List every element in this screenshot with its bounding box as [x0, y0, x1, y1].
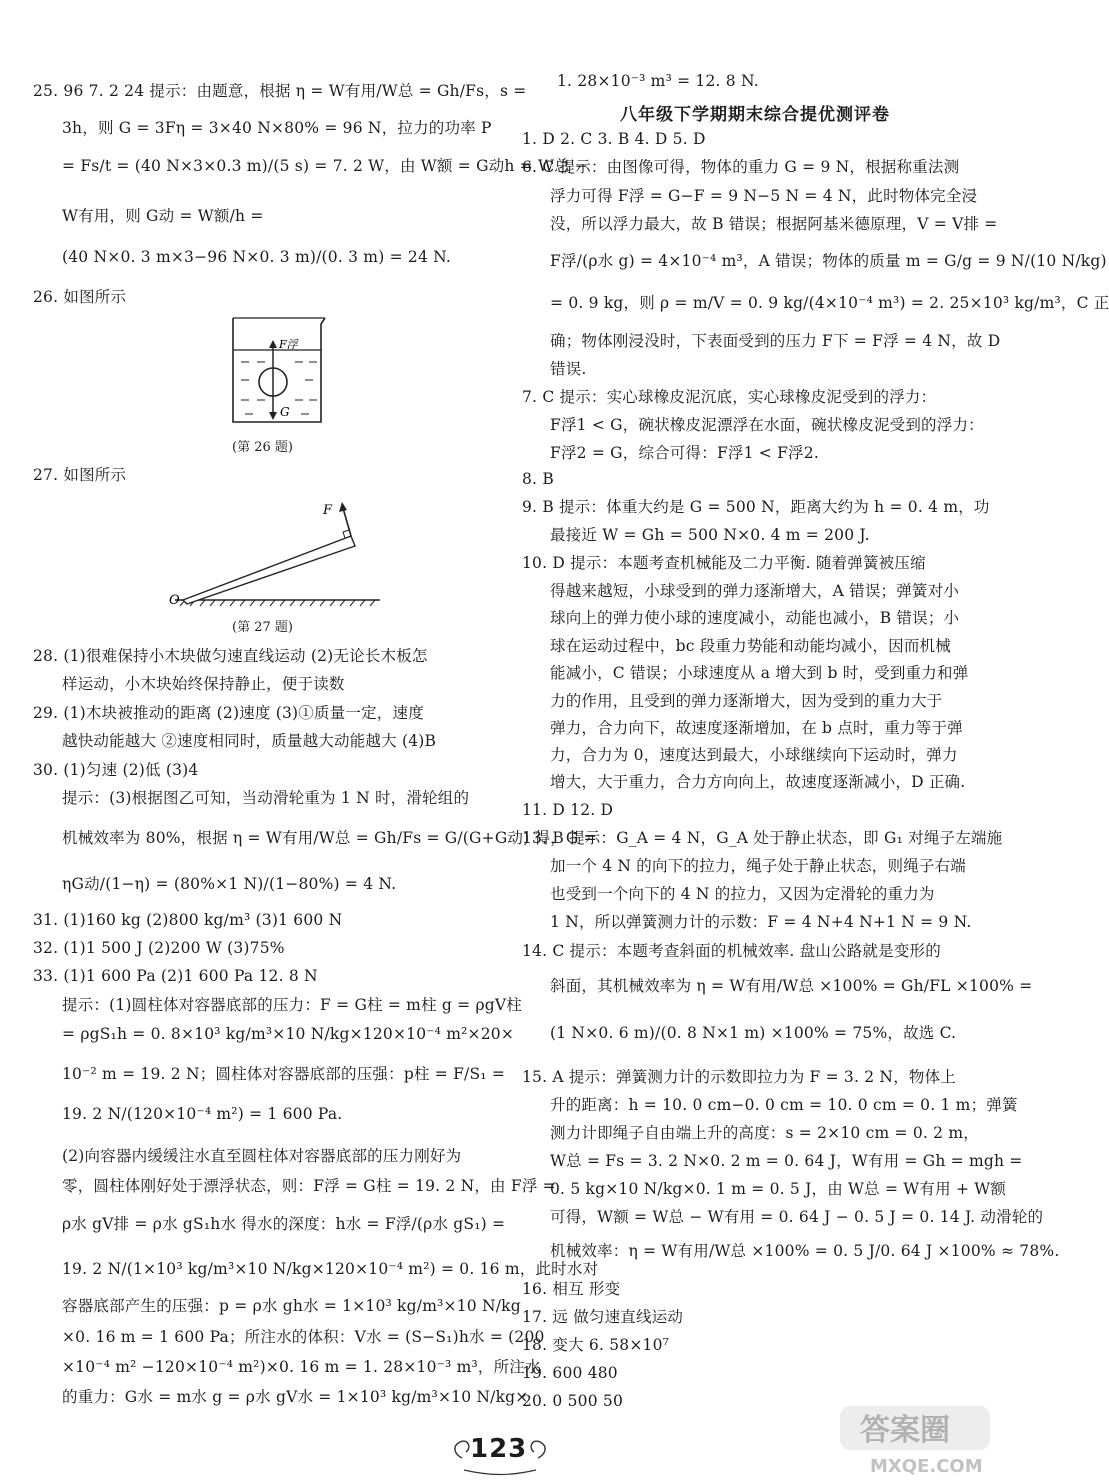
- answer-line: 的重力：G水 = m水 g = ρ水 gV水 = 1×10³ kg/m³×10 N/kg×: [62, 1388, 529, 1406]
- force-label: F: [323, 503, 333, 518]
- answer-line: 31. (1)160 kg (2)800 kg/m³ (3)1 600 N: [33, 911, 343, 929]
- beaker-figure: [225, 310, 335, 430]
- buoyancy-label: F浮: [279, 338, 298, 351]
- answer-line: 零，圆柱体刚好处于漂浮状态，则：F浮 = G柱 = 19. 2 N，由 F浮 =: [62, 1177, 556, 1195]
- answer-line: 6. C 提示：由图像可得，物体的重力 G = 9 N，根据称重法测: [522, 158, 960, 176]
- answer-line: 机械效率：η = W有用/W总 ×100% = 0. 5 J/0. 64 J ×100% ≈ 78%.: [550, 1242, 1060, 1260]
- answer-line: ×10⁻⁴ m² −120×10⁻⁴ m²)×0. 16 m = 1. 28×10⁻³ m³，所注水: [62, 1358, 541, 1376]
- answer-line: F浮1 < G，碗状橡皮泥漂浮在水面，碗状橡皮泥受到的浮力：: [550, 416, 984, 434]
- answer-line: 弹力，合力向下，故速度逐渐增加，在 b 点时，重力等于弹: [550, 719, 963, 737]
- question-label: 26. 如图所示: [33, 288, 127, 306]
- svg-text:MXQE.COM: MXQE.COM: [870, 1456, 983, 1477]
- gravity-label: G: [280, 405, 290, 419]
- section-title: 八年级下学期期末综合提优测评卷: [620, 105, 890, 125]
- answer-line: 球在运动过程中，bc 段重力势能和动能均减小，因而机械: [550, 637, 951, 655]
- answer-line: 能减小，C 错误；小球速度从 a 增大到 b 时，受到重力和弹: [550, 664, 969, 682]
- lever-figure: [165, 492, 385, 612]
- answer-line: 测力计即绳子自由端上升的高度：s = 2×10 cm = 0. 2 m，: [550, 1124, 979, 1142]
- answer-line: 15. A 提示：弹簧测力计的示数即拉力为 F = 3. 2 N，物体上: [522, 1068, 956, 1086]
- answer-line: 力，合力为 0，速度达到最大，小球继续向下运动时，弹力: [550, 746, 958, 764]
- answer-line: 1. 28×10⁻³ m³ = 12. 8 N.: [557, 72, 759, 90]
- answer-line: 增大，大于重力，合力方向向上，故速度逐渐减小，D 正确.: [550, 773, 966, 791]
- answer-line: 可得，W额 = W总 − W有用 = 0. 64 J − 0. 5 J = 0. 14 J. 动滑轮的: [550, 1208, 1044, 1226]
- answer-line: 最接近 W = Gh = 500 N×0. 4 m = 200 J.: [550, 526, 870, 544]
- answer-line: 提示：(3)根据图乙可知，当动滑轮重为 1 N 时，滑轮组的: [62, 789, 470, 807]
- answer-line: 9. B 提示：体重大约是 G = 500 N，距离大约为 h = 0. 4 m，功: [522, 498, 990, 516]
- answer-line: 16. 相互 形变: [522, 1280, 621, 1298]
- answer-line: (40 N×0. 3 m×3−96 N×0. 3 m)/(0. 3 m) = 24 N.: [62, 248, 452, 266]
- answer-line: 容器底部产生的压强：p = ρ水 gh水 = 1×10³ kg/m³×10 N/kg: [62, 1297, 521, 1315]
- answer-line: 28. (1)很难保持小木块做匀速直线运动 (2)无论长木板怎: [33, 647, 428, 665]
- answer-line: = ρgS₁h = 0. 8×10³ kg/m³×10 N/kg×120×10⁻⁴ m²×20×: [62, 1025, 515, 1043]
- answer-line: 25. 96 7. 2 24 提示：由题意，根据 η = W有用/W总 = Gh/Fs，s =: [33, 82, 527, 100]
- answer-line: 10. D 提示：本题考查机械能及二力平衡. 随着弹簧被压缩: [522, 554, 926, 572]
- answer-line: 没，所以浮力最大，故 B 错误；根据阿基米德原理，V = V排 =: [550, 215, 998, 233]
- answer-line: 确；物体刚浸没时，下表面受到的压力 F下 = F浮 = 4 N，故 D: [550, 332, 1001, 350]
- answer-line: 也受到一个向下的 4 N 的拉力，又因为定滑轮的重力为: [550, 885, 935, 903]
- answer-line: (2)向容器内缓缓注水直至圆柱体对容器底部的压力刚好为: [62, 1147, 462, 1165]
- answer-line: 17. 远 做匀速直线运动: [522, 1308, 684, 1326]
- answer-line: = 0. 9 kg，则 ρ = m/V = 0. 9 kg/(4×10⁻⁴ m³) = 2. 25×10³ kg/m³，C 正: [550, 294, 1109, 312]
- answer-line: 7. C 提示：实心球橡皮泥沉底，实心球橡皮泥受到的浮力：: [522, 388, 937, 406]
- answer-line: 19. 2 N/(1×10³ kg/m³×10 N/kg×120×10⁻⁴ m²) = 0. 16 m，此时水对: [62, 1260, 599, 1278]
- answer-line: 提示：(1)圆柱体对容器底部的压力：F = G柱 = m柱 g = ρgV柱: [62, 996, 522, 1014]
- answer-line: 0. 5 kg×10 N/kg×0. 1 m = 0. 5 J，由 W总 = W有用 + W额: [550, 1180, 1007, 1198]
- answer-line: 14. C 提示：本题考查斜面的机械效率. 盘山公路就是变形的: [522, 942, 941, 960]
- answer-line: 加一个 4 N 的向下的拉力，绳子处于静止状态，则绳子右端: [550, 857, 967, 875]
- answer-line: 29. (1)木块被推动的距离 (2)速度 (3)①质量一定，速度: [33, 704, 424, 722]
- answer-line: 8. B: [522, 470, 554, 488]
- pivot-label: O: [169, 593, 180, 608]
- answer-line: F浮/(ρ水 g) = 4×10⁻⁴ m³，A 错误；物体的质量 m = G/g = 9 N/(10 N/kg): [550, 252, 1107, 270]
- answer-line: 力的作用，且受到的弹力逐渐增大，因为受到的重力大于: [550, 692, 943, 710]
- watermark-logo-icon: [800, 1400, 1000, 1480]
- answer-line: 33. (1)1 600 Pa (2)1 600 Pa 12. 8 N: [33, 967, 318, 985]
- answer-line: 30. (1)匀速 (2)低 (3)4: [33, 761, 199, 779]
- answer-line: = Fs/t = (40 N×3×0.3 m)/(5 s) = 7. 2 W，由 W额 = G动h = W总 −: [62, 157, 589, 175]
- answer-line: 机械效率为 80%，根据 η = W有用/W总 = Gh/Fs = G/(G+G动) 得，G =: [62, 829, 597, 847]
- answer-line: 球向上的弹力使小球的速度减小，动能也减小，B 错误；小: [550, 609, 960, 627]
- answer-line: 样运动，小木块始终保持静止，便于读数: [62, 675, 345, 693]
- page-number: 123: [440, 1430, 560, 1476]
- answer-line: 越快动能越大 ②速度相同时，质量越大动能越大 (4)B: [62, 732, 437, 750]
- answer-line: 19. 600 480: [522, 1364, 618, 1382]
- answer-line: 13. B 提示：G_A = 4 N，G_A 处于静止状态，即 G₁ 对绳子左端施: [522, 829, 1003, 847]
- answer-line: 1 N，所以弹簧测力计的示数：F = 4 N+4 N+1 N = 9 N.: [550, 913, 972, 931]
- answer-line: F浮2 = G，综合可得：F浮1 < F浮2.: [550, 444, 819, 462]
- answer-line: W有用，则 G动 = W额/h =: [62, 207, 264, 225]
- answer-line: 得越来越短，小球受到的弹力逐渐增大，A 错误；弹簧对小: [550, 582, 960, 600]
- answer-line: 11. D 12. D: [522, 801, 614, 819]
- answer-line: 10⁻² m = 19. 2 N；圆柱体对容器底部的压强：p柱 = F/S₁ =: [62, 1065, 505, 1083]
- answer-line: 1. D 2. C 3. B 4. D 5. D: [522, 130, 706, 148]
- answer-line: 18. 变大 6. 58×10⁷: [522, 1336, 670, 1354]
- svg-text:答案圈: 答案圈: [860, 1413, 950, 1448]
- answer-line: 19. 2 N/(120×10⁻⁴ m²) = 1 600 Pa.: [62, 1105, 343, 1123]
- figure-caption: (第 26 题): [232, 440, 293, 455]
- answer-line: 错误.: [550, 360, 587, 378]
- figure-caption: (第 27 题): [232, 620, 293, 635]
- answer-line: 浮力可得 F浮 = G−F = 9 N−5 N = 4 N，此时物体完全浸: [550, 187, 978, 205]
- answer-line: 斜面，其机械效率为 η = W有用/W总 ×100% = Gh/FL ×100% =: [550, 977, 1033, 995]
- answer-line: W总 = Fs = 3. 2 N×0. 2 m = 0. 64 J，W有用 = Gh = mgh =: [550, 1152, 1023, 1170]
- answer-line: ×0. 16 m = 1 600 Pa；所注水的体积：V水 = (S−S₁)h水 = (200: [62, 1328, 545, 1346]
- answer-line: ηG动/(1−η) = (80%×1 N)/(1−80%) = 4 N.: [62, 875, 397, 893]
- answer-line: 升的距离：h = 10. 0 cm−0. 0 cm = 10. 0 cm = 0. 1 m；弹簧: [550, 1096, 1018, 1114]
- answer-line: (1 N×0. 6 m)/(0. 8 N×1 m) ×100% = 75%，故选 C.: [550, 1024, 957, 1042]
- answer-line: 3h，则 G = 3Fη = 3×40 N×80% = 96 N，拉力的功率 P: [62, 119, 492, 137]
- question-label: 27. 如图所示: [33, 466, 127, 484]
- watermark: [800, 1400, 1000, 1480]
- answer-line: ρ水 gV排 = ρ水 gS₁h水 得水的深度：h水 = F浮/(ρ水 gS₁) =: [62, 1215, 506, 1233]
- answer-line: 32. (1)1 500 J (2)200 W (3)75%: [33, 939, 285, 957]
- answer-line: 20. 0 500 50: [522, 1392, 624, 1410]
